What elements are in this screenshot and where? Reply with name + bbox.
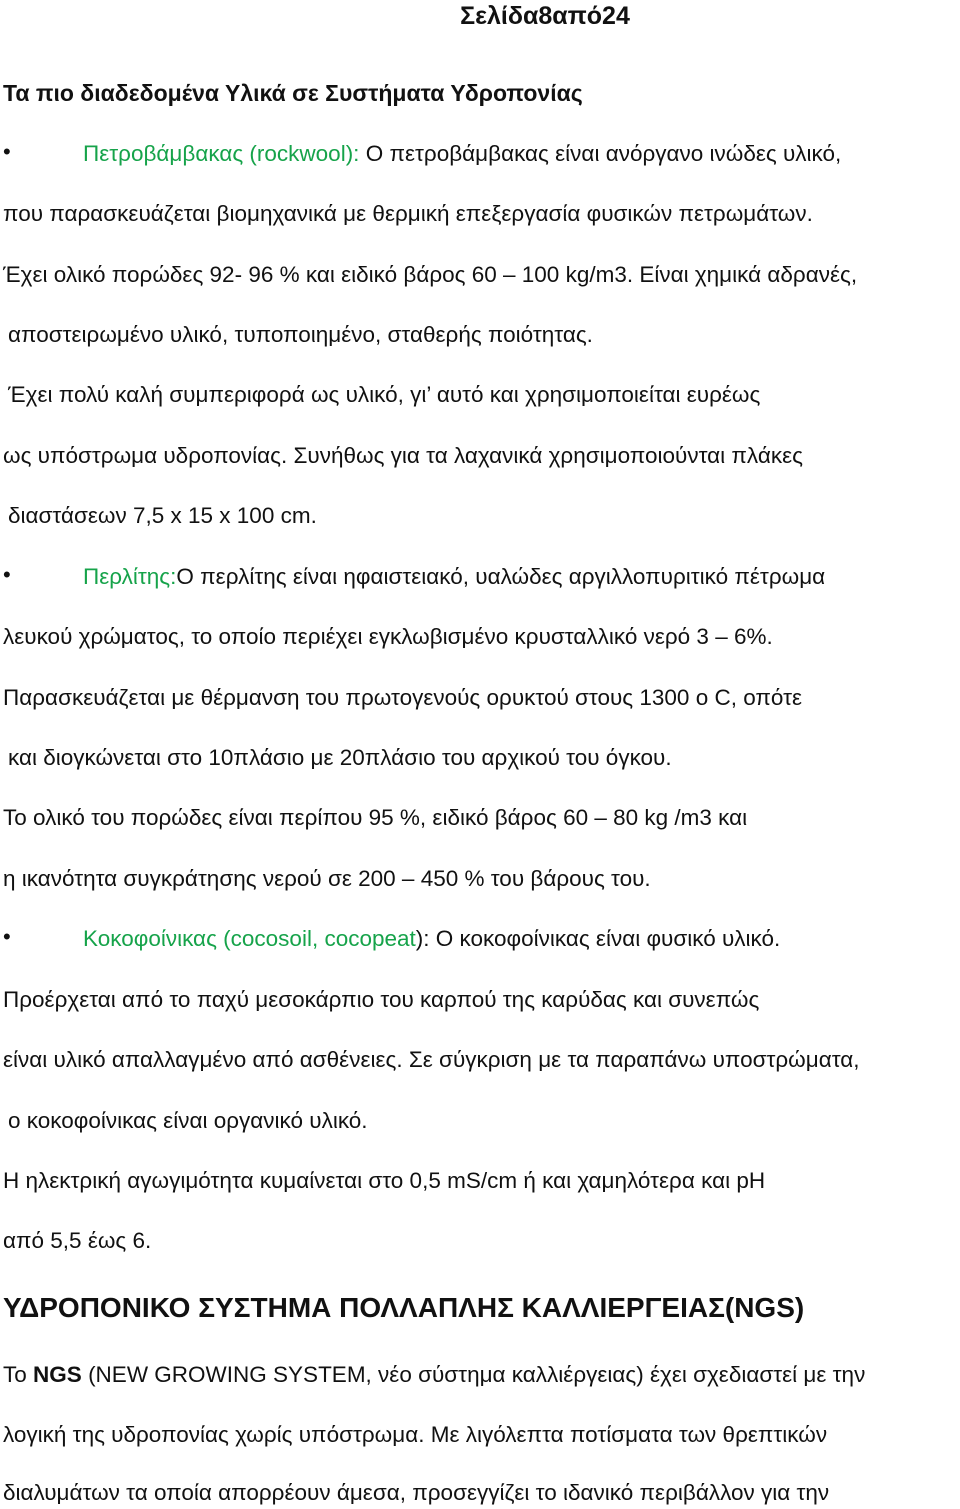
ngs-heading: ΥΔΡΟΠΟΝΙΚΟ ΣΥΣΤΗΜΑ ΠΟΛΛΑΠΛΗΣ ΚΑΛΛΙΕΡΓΕΙΑΣ(NGS) bbox=[3, 1292, 805, 1323]
perlite-line-5: Το ολικό του πορώδες είναι περίπου 95 %, ειδικό βάρος 60 – 80 kg /m3 και bbox=[3, 805, 748, 830]
coco-line-6: από 5,5 έως 6. bbox=[3, 1228, 152, 1253]
bullet-perlite: • bbox=[3, 562, 11, 587]
ngs-line-1: Το NGS (NEW GROWING SYSTEM, νέο σύστημα καλλιέργειας) έχει σχεδιαστεί με την bbox=[3, 1362, 866, 1387]
rockwool-term: Πετροβάμβακας (rockwool): bbox=[83, 141, 360, 166]
coco-line-3: είναι υλικό απαλλαγμένο από ασθένειες. Σε σύγκριση με τα παραπάνω υποστρώματα, bbox=[3, 1047, 860, 1072]
rockwool-line-4: αποστειρωμένο υλικό, τυποποιημένο, σταθερής ποιότητας. bbox=[8, 322, 593, 347]
coco-term: Κοκοφοίνικας (cocosoil, cocopeat bbox=[83, 926, 416, 951]
rockwool-line-1: Πετροβάμβακας (rockwool): Ο πετροβάμβακας είναι ανόργανο ινώδες υλικό, bbox=[83, 141, 842, 166]
perlite-line-1: Περλίτης:Ο περλίτης είναι ηφαιστειακό, υαλώδες αργιλλοπυριτικό πέτρωμα bbox=[83, 564, 826, 589]
coco-line-4: ο κοκοφοίνικας είναι οργανικό υλικό. bbox=[8, 1108, 368, 1133]
ngs-line-2: λογική της υδροπονίας χωρίς υπόστρωμα. Με λιγόλεπτα ποτίσματα των θρεπτικών bbox=[3, 1422, 828, 1447]
rockwool-line-3: Έχει ολικό πορώδες 92- 96 % και ειδικό βάρος 60 – 100 kg/m3. Είναι χημικά αδρανές, bbox=[3, 262, 858, 287]
rockwool-line-7: διαστάσεων 7,5 x 15 x 100 cm. bbox=[8, 503, 317, 528]
coco-line-2: Προέρχεται από το παχύ μεσοκάρπιο του καρπού της καρύδας και συνεπώς bbox=[3, 987, 760, 1012]
rockwool-line-2: που παρασκευάζεται βιομηχανικά με θερμική επεξεργασία φυσικών πετρωμάτων. bbox=[3, 201, 813, 226]
perlite-line-6: η ικανότητα συγκράτησης νερού σε 200 – 450 % του βάρους του. bbox=[3, 866, 651, 891]
section-title: Τα πιο διαδεδομένα Υλικά σε Συστήματα Υδροπονίας bbox=[3, 80, 583, 106]
perlite-term: Περλίτης: bbox=[83, 564, 177, 589]
bullet-rockwool: • bbox=[3, 139, 11, 164]
rockwool-line-6: ως υπόστρωμα υδροπονίας. Συνήθως για τα λαχανικά χρησιμοποιούνται πλάκες bbox=[3, 443, 803, 468]
ngs-line-3: διαλυμάτων τα οποία απορρέουν άμεσα, προσεγγίζει το ιδανικό περιβάλλον για την bbox=[3, 1480, 830, 1505]
coco-line-5: Η ηλεκτρική αγωγιμότητα κυμαίνεται στο 0,5 mS/cm ή και χαμηλότερα και pH bbox=[3, 1168, 766, 1193]
perlite-line-2: λευκού χρώματος, το οποίο περιέχει εγκλωβισμένο κρυσταλλικό νερό 3 – 6%. bbox=[3, 624, 773, 649]
perlite-line-4: και διογκώνεται στο 10πλάσιο με 20πλάσιο του αρχικού του όγκου. bbox=[8, 745, 672, 770]
bullet-coco: • bbox=[3, 924, 11, 949]
perlite-line-3: Παρασκευάζεται με θέρμανση του πρωτογενούς ορυκτού στους 1300 ο C, οπότε bbox=[3, 685, 803, 710]
rockwool-line-5: Έχει πολύ καλή συμπεριφορά ως υλικό, γι’ αυτό και χρησιμοποιείται ευρέως bbox=[8, 382, 761, 407]
page-number-header: Σελίδα8από24 bbox=[460, 2, 630, 30]
ngs-acronym: NGS bbox=[33, 1362, 82, 1387]
coco-line-1: Κοκοφοίνικας (cocosoil, cocopeat): Ο κοκοφοίνικας είναι φυσικό υλικό. bbox=[83, 926, 781, 951]
